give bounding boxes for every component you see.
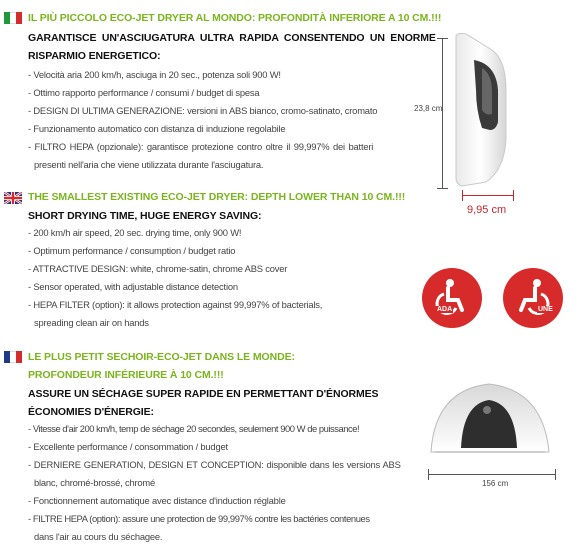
- list-item: - Ottimo rapporto performance / consumi / budget di spesa: [28, 87, 260, 98]
- list-item: - HEPA FILTER (option): it allows protection against 99,997% of bacterials,: [28, 299, 323, 310]
- depth-tick-right: [513, 190, 514, 201]
- it-subtitle-1: GARANTISCE UN'ASCIUGATURA ULTRA RAPIDA CONSENTENDO UN ENORME: [28, 32, 436, 44]
- width-tick-right: [555, 469, 556, 480]
- en-title: THE SMALLEST EXISTING ECO-JET DRYER: DEPTH LOWER THAN 10 CM.!!!: [28, 191, 406, 203]
- list-item: presenti nell'aria che viene utilizzata durante l'asciugatura.: [34, 159, 264, 170]
- list-item: - Excellente performance / consommation / budget: [28, 441, 228, 452]
- list-item: spreading clean air on hands: [34, 317, 149, 328]
- fr-bullet-list: [28, 420, 401, 546]
- width-dimension-line: [428, 474, 556, 475]
- width-dimension-label: 156 cm: [482, 479, 509, 488]
- list-item: - Vitesse d'air 200 km/h, temp de séchage 20 secondes, seulement 900 W de puissance!: [28, 423, 360, 434]
- list-item: - Velocità aria 200 km/h, asciuga in 20 sec., potenza soli 900 W!: [28, 69, 281, 80]
- height-dimension-line: [442, 38, 443, 188]
- une-accessibility-badge: [503, 268, 563, 328]
- wheelchair-icon: [503, 268, 563, 328]
- ada-badge-label: ADA: [437, 306, 453, 313]
- list-item: - Funzionamento automatico con distanza di induzione regolabile: [28, 123, 286, 134]
- list-item: - DESIGN DI ULTIMA GENERAZIONE: versioni in ABS bianco, cromo-satinato, cromato: [28, 105, 378, 116]
- list-item: blanc, chromé-brossé, chromé: [34, 477, 156, 488]
- dryer-bottom-view-image: [425, 378, 555, 458]
- it-title: IL PIÙ PICCOLO ECO-JET DRYER AL MONDO: PROFONDITÀ INFERIORE A 10 CM.!!!: [28, 12, 442, 24]
- height-tick-bottom: [437, 188, 448, 189]
- dryer-side-view-image: [452, 30, 514, 190]
- ada-accessibility-badge: [422, 268, 482, 328]
- width-tick-left: [428, 469, 429, 480]
- it-subtitle-2: RISPARMIO ENERGETICO:: [28, 50, 161, 62]
- list-item: - FILTRE HEPA (option): assure une protection de 99,997% contre les bactéries contenues: [28, 513, 370, 524]
- en-bullet-list: [28, 224, 322, 332]
- fr-subtitle-2: ÉCONOMIES D'ÉNERGIE:: [28, 406, 154, 418]
- fr-title-2: PROFONDEUR INFÉRIEURE À 10 CM.!!!: [28, 369, 224, 381]
- list-item: - DERNIERE GENERATION, DESIGN ET CONCEPTION: disponible dans les versions ABS: [28, 459, 401, 470]
- height-tick-top: [437, 38, 448, 39]
- list-item: - FILTRO HEPA (opzionale): garantisce protezione contro oltre il 99,997% dei batteri: [28, 141, 374, 152]
- uk-flag-icon: [4, 191, 22, 203]
- italy-flag-icon: [4, 12, 22, 24]
- list-item: - ATTRACTIVE DESIGN: white, chrome-satin, chrome ABS cover: [28, 263, 288, 274]
- list-item: - Sensor operated, with adjustable distance detection: [28, 281, 238, 292]
- list-item: - 200 km/h air speed, 20 sec. drying time, only 900 W!: [28, 227, 242, 238]
- fr-subtitle-1: ASSURE UN SÉCHAGE SUPER RAPIDE EN PERMETTANT D'ÉNORMES: [28, 388, 379, 400]
- list-item: - Optimum performance / consumption / budget ratio: [28, 245, 236, 256]
- depth-tick-left: [462, 190, 463, 201]
- depth-dimension-line: [462, 195, 514, 196]
- depth-dimension-label: 9,95 cm: [467, 204, 507, 216]
- en-subtitle: SHORT DRYING TIME, HUGE ENERGY SAVING:: [28, 210, 262, 222]
- list-item: dans l'air au cours du séchagee.: [34, 531, 163, 542]
- fr-title-1: LE PLUS PETIT SECHOIR-ECO-JET DANS LE MONDE:: [28, 351, 295, 363]
- list-item: - Fonctionnement automatique avec distance d'induction réglable: [28, 495, 286, 506]
- height-dimension-label: 23,8 cm: [414, 104, 443, 113]
- it-bullet-list: [28, 66, 377, 174]
- france-flag-icon: [4, 351, 22, 363]
- wheelchair-icon: [422, 268, 482, 328]
- une-badge-label: UNE: [538, 306, 553, 313]
